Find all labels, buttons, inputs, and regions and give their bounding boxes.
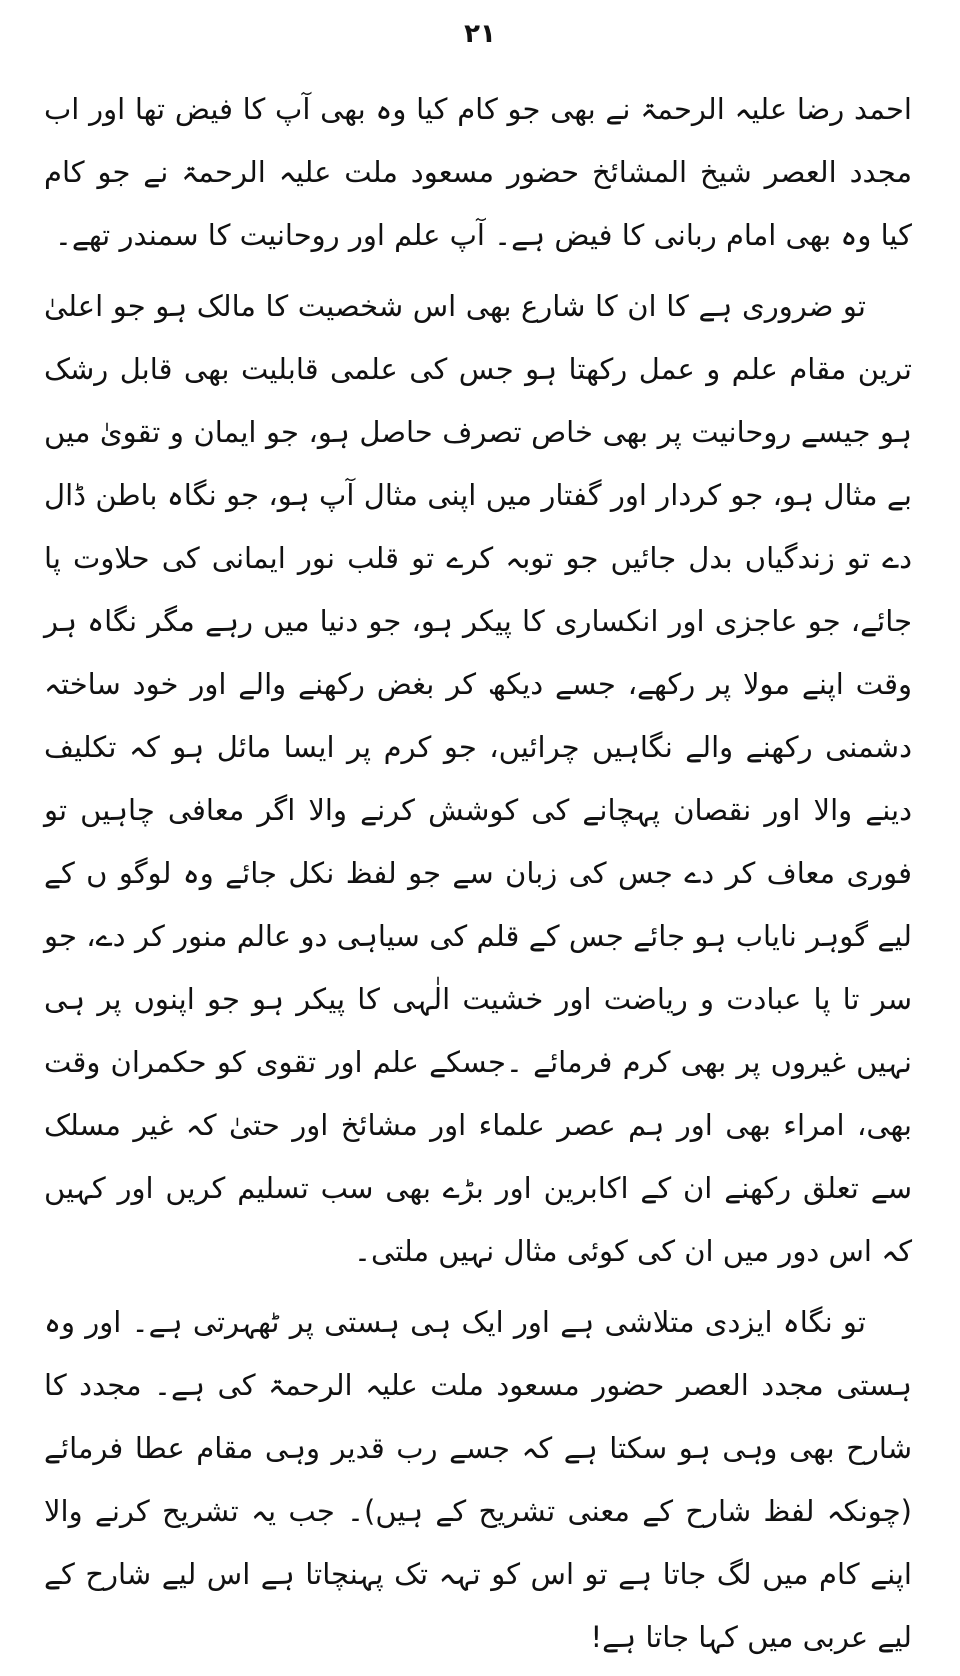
paragraph-2: تو ضروری ہے کا ان کا شارع بھی اس شخصیت کا مالک ہو جو اعلیٰ ترین مقام علم و عمل رکھتا ہو جس کی علمی قابلیت بھی قابل رشک ہو جیسے روحانیت پر بھی خاص تصرف حاصل ہو، جو ایمان و تقویٰ میں بے مثال ہو، جو کردار اور گفتار میں اپنی مثال آپ ہو، جو نگاہ باطن ڈال دے تو زندگیاں بدل جائیں جو توبہ کرے تو قلب نور ایمانی کی حلاوت پا جائے، جو عاجزی اور انکساری کا پیکر ہو، جو دنیا میں رہے مگر نگاہ ہر وقت اپنے مولا پر رکھے، جسے دیکھ کر بغض رکھنے والے اور خود ساختہ دشمنی رکھنے والے نگاہیں چرائیں، جو کرم پر ایسا مائل ہو کہ تکلیف دینے والا اور نقصان پہچانے کی کوشش کرنے والا اگر معافی چاہیں تو فوری معاف کر دے جس کی زبان سے جو لفظ نکل جائے وہ لوگو ں کے لیے گوہر نایاب ہو جائے جس کے قلم کی سیاہی دو عالم منور کر دے، جو سر تا پا عبادت و ریاضت اور خشیت الٰہی کا پیکر ہو جو اپنوں پر ہی نہیں غیروں پر بھی کرم فرمائے ۔جسکے علم اور تقوی کو حکمران وقت بھی، امراء بھی اور ہم عصر علماء اور مشائخ اور حتیٰ کہ غیر مسلک سے تعلق رکھنے ان کے اکابرین اور بڑے بھی سب تسلیم کریں اور کہیں کہ اس دور میں ان کی کوئی مثال نہیں ملتی۔ — [44, 289, 912, 1268]
page-number: ۲۱ — [464, 19, 496, 49]
body-text — [44, 78, 912, 1669]
paragraph-1: احمد رضا علیہ الرحمۃ نے بھی جو کام کیا وہ بھی آپ کا فیض تھا اور اب مجدد العصر شیخ المشائخ حضور مسعود ملت علیہ الرحمۃ نے جو کام کیا وہ بھی امام ربانی کا فیض ہے۔ آپ علم اور روحانیت کا سمندر تھے۔ — [44, 92, 912, 252]
paragraph-3: تو نگاہ ایزدی متلاشی ہے اور ایک ہی ہستی پر ٹھہرتی ہے۔ اور وہ ہستی مجدد العصر حضور مسعود ملت علیہ الرحمۃ کی ہے۔ مجدد کا شارح بھی وہی ہو سکتا ہے کہ جسے رب قدیر وہی مقام عطا فرمائے (چونکہ لفظ شارح کے معنی تشریح کے ہیں)۔ جب یہ تشریح کرنے والا اپنے کام میں لگ جاتا ہے تو اس کو تہہ تک پہنچاتا ہے اس لیے شارح کے لیے عربی میں کہا جاتا ہے! — [44, 1305, 912, 1654]
